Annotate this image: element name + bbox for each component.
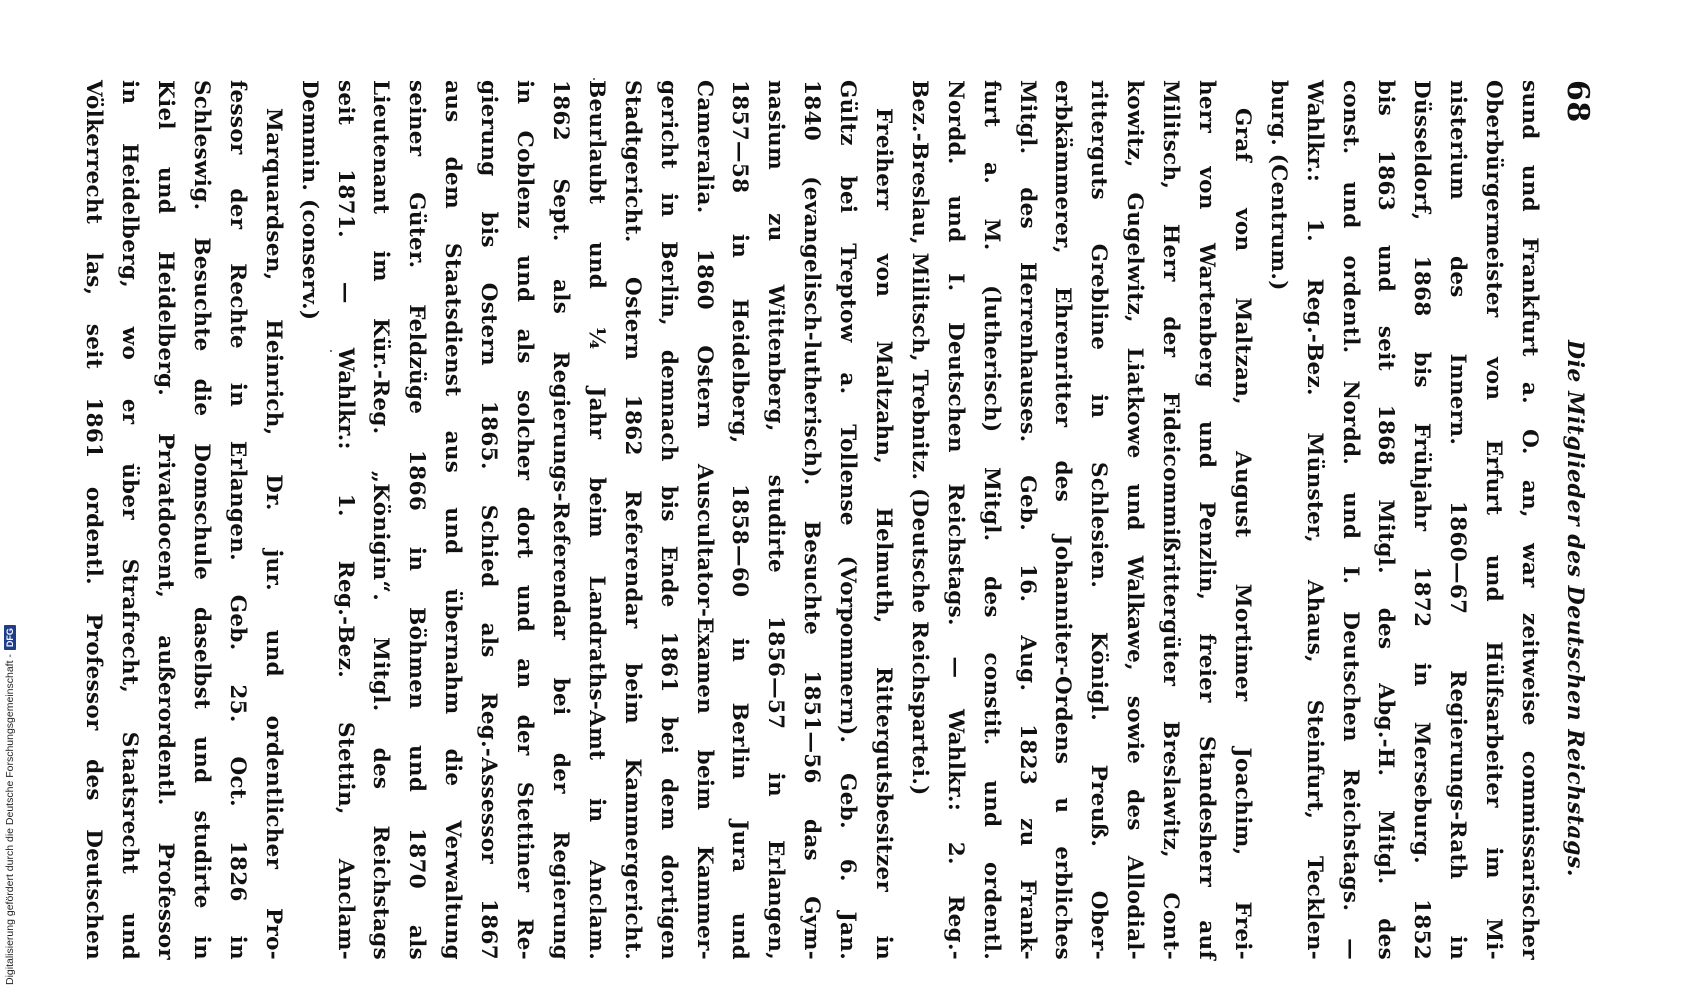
text-line: 1862 Sept. als Regierungs-Referendar bei der Regierung: [547, 80, 573, 960]
entry-heading-maltzan: Graf von Maltzan, August Mortimer Joachim, Frei-: [1229, 108, 1255, 960]
scan-footer: [4, 625, 16, 985]
text-line: kowitz, Gugelwitz, Liatkowe und Walkawe, sowie des Allodial-: [1122, 80, 1148, 960]
text-line: in Heidelberg, wo er über Strafrecht, Staatsrecht und: [117, 80, 143, 960]
page-header: [1555, 80, 1595, 960]
text-line: Gültz bei Treptow a. Tollense (Vorpommern). Geb. 6. Jan.: [835, 80, 861, 960]
text-line: aus dem Staatsdienst aus und übernahm die Verwaltung: [440, 80, 466, 960]
text-line: Mitgl. des Herrenhauses. Geb. 16. Aug. 1823 zu Frank-: [1014, 80, 1040, 960]
text-line: ritterguts Grebline in Schlesien. Königl. Preuß. Ober-: [1086, 80, 1112, 960]
text-line: Wahlkr.: 1. Reg.-Bez. Münster, Ahaus, Steinfurt, Tecklen-: [1301, 80, 1327, 960]
text-line: bis 1863 und seit 1868 Mitgl. des Abg.-H. Mitgl. des: [1373, 80, 1399, 960]
entry-heading-marquardsen: Marquardsen, Heinrich, Dr. jur. und ordentlicher Pro-: [260, 108, 286, 960]
text-line: const. und ordentl. Nordd. und I. Deutschen Reichstags. —: [1337, 80, 1363, 960]
entry-heading-maltzahn: Freiherr von Maltzahn, Helmuth, Rittergutsbesitzer in: [870, 108, 896, 960]
digitization-credit: Digitalisierung gefördert durch die Deutsche Forschungsgemeinschaft -: [4, 654, 16, 985]
text-line: seit 1871. — Wahlkr.: 1. Reg.-Bez. Stettin, Anclam-: [332, 80, 358, 960]
text-line: Düsseldorf, 1868 bis Frühjahr 1872 in Merseburg. 1852: [1409, 80, 1435, 960]
rotated-page: [75, 80, 1595, 960]
text-line: 1857—58 in Heidelberg, 1858—60 in Berlin Jura und: [727, 80, 753, 960]
text-line: Bez.-Breslau, Militsch, Trebnitz. (Deutsche Reichspartei.): [906, 80, 932, 796]
text-line: Nordd. und I. Deutschen Reichstags. — Wahlkr.: 2. Reg.-: [942, 80, 968, 960]
text-line: nasium zu Wittenberg, studirte 1856—57 in Erlangen,: [763, 80, 789, 960]
text-line: Demmin. (conserv.): [296, 80, 322, 321]
text-line: Cameralia. 1860 Ostern Auscultator-Examen beim Kammer-: [691, 80, 717, 960]
scan-speck: [593, 78, 595, 80]
body-text: [75, 80, 1547, 960]
text-line: Schleswig. Besuchte die Domschule daselbst und studirte in: [189, 80, 215, 960]
text-line: Beurlaubt und ¼ Jahr beim Landraths-Amt in Anclam.: [583, 80, 609, 960]
text-line: herr von Wartenberg und Penzlin, freier Standesherr auf: [1193, 80, 1219, 960]
text-line: seiner Güter. Feldzüge 1866 in Böhmen und 1870 als: [404, 80, 430, 960]
text-line: Oberbürgermeister von Erfurt und Hülfsarbeiter im Mi-: [1481, 80, 1507, 960]
text-line: 1840 (evangelisch-lutherisch). Besuchte 1851—56 das Gym-: [799, 80, 825, 960]
scan-speck: [330, 350, 332, 352]
text-line: Stadtgericht. Ostern 1862 Referendar beim Kammergericht.: [619, 80, 645, 960]
text-line: gierung bis Ostern 1865. Schied als Reg.-Assessor 1867: [476, 80, 502, 960]
text-line: Völkerrecht las, seit 1861 ordentl. Professor des Deutschen: [81, 80, 107, 960]
text-line: fessor der Rechte in Erlangen. Geb. 25. Oct. 1826 in: [224, 80, 250, 960]
text-line: Kiel und Heidelberg. Privatdocent, außerordentl. Professor: [153, 80, 179, 960]
page-number: 68: [1560, 80, 1595, 123]
text-line: gericht in Berlin, demnach bis Ende 1861 bei dem dortigen: [655, 80, 681, 960]
text-line: nisterium des Innern. 1860—67 Regierungs-Rath in: [1445, 80, 1471, 960]
dfg-logo: DFG: [4, 625, 16, 650]
text-line: in Coblenz und als solcher dort und an der Stettiner Re-: [512, 80, 538, 960]
text-line: burg. (Centrum.): [1265, 80, 1291, 291]
text-line: furt a. M. (lutherisch) Mitgl. des constit. und ordentl.: [978, 80, 1004, 960]
text-line: sund und Frankfurt a. O. an, war zeitweise commissarischer: [1517, 80, 1542, 960]
text-line: erbkämmerer, Ehrenritter des Johanniter-Ordens u erbliches: [1050, 80, 1076, 960]
running-title: Die Mitglieder des Deutschen Reichstags.: [1562, 340, 1588, 878]
text-line: Lieutenant im Kür.-Reg. „Königin“. Mitgl. des Reichstags: [368, 80, 394, 960]
text-line: Militsch, Herr der Fideicommißrittergüter Breslawitz, Cont-: [1158, 80, 1184, 960]
